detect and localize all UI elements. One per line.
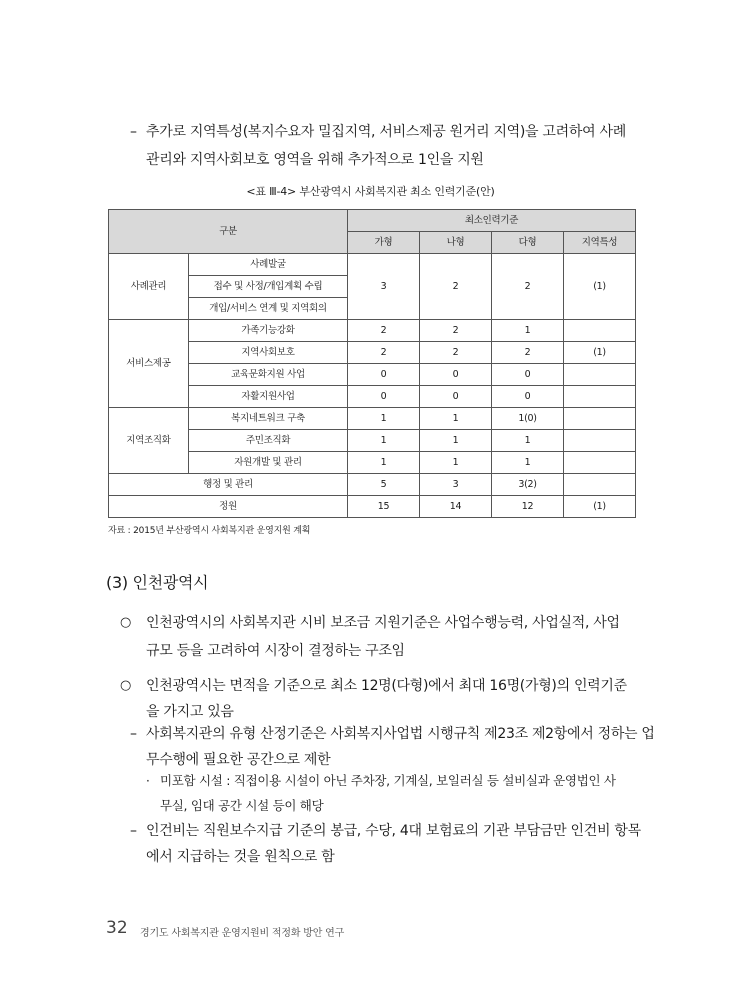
staffing-table	[108, 209, 636, 518]
table-row	[109, 254, 636, 276]
table-caption: <표 Ⅲ-4> 부산광역시 사회복지관 최소 인력기준(안)	[246, 185, 495, 198]
sub2-line-1: 인건비는 직원보수지급 기준의 봉급, 수당, 4대 보험료의 기관 부담금만 인건비 항목	[146, 823, 641, 839]
value-cell: (1)	[564, 254, 636, 320]
value-cell: 1	[492, 320, 564, 342]
dot-bullet: ·	[146, 774, 150, 788]
table-row	[109, 474, 636, 496]
table-source: 자료 : 2015년 부산광역시 사회복지관 운영지원 계획	[108, 526, 311, 536]
value-cell: 2	[492, 254, 564, 320]
value-cell: 0	[420, 386, 492, 408]
dash-bullet: –	[130, 726, 137, 742]
value-cell: 2	[348, 320, 420, 342]
item-label: 교육문화지원 사업	[189, 364, 348, 386]
value-cell: 0	[348, 364, 420, 386]
dash-bullet: –	[130, 823, 137, 839]
bullet1-line-1: 인천광역시의 사회복지관 시비 보조금 지원기준은 사업수행능력, 사업실적, 사업	[146, 615, 620, 631]
table-row	[109, 496, 636, 518]
value-cell: 3	[348, 254, 420, 320]
value-cell: 1(0)	[492, 408, 564, 430]
running-title: 경기도 사회복지관 운영지원비 적정화 방안 연구	[140, 928, 345, 939]
admin-label: 행정 및 관리	[109, 474, 348, 496]
value-cell: 2	[420, 342, 492, 364]
circle-bullet: ○	[120, 615, 132, 630]
dash-bullet: –	[130, 124, 137, 140]
header-col: 가형	[348, 232, 420, 254]
value-cell: 5	[348, 474, 420, 496]
value-cell: 3(2)	[492, 474, 564, 496]
item-label: 복지네트워크 구축	[189, 408, 348, 430]
table-row	[109, 386, 636, 408]
value-cell: 2	[420, 320, 492, 342]
bullet1-line-2: 규모 등을 고려하여 시장이 결정하는 구조임	[146, 643, 405, 659]
header-group: 최소인력기준	[348, 210, 636, 232]
value-cell: 1	[492, 430, 564, 452]
table-row	[109, 342, 636, 364]
item-label: 자원개발 및 관리	[189, 452, 348, 474]
group-label: 서비스제공	[109, 320, 189, 408]
item-label: 개입/서비스 연계 및 지역회의	[189, 298, 348, 320]
value-cell	[564, 386, 636, 408]
value-cell: 1	[348, 452, 420, 474]
value-cell: 2	[420, 254, 492, 320]
value-cell: 1	[420, 408, 492, 430]
table-row	[109, 320, 636, 342]
value-cell: 1	[420, 430, 492, 452]
value-cell: 1	[348, 408, 420, 430]
table-row	[109, 408, 636, 430]
item-label: 지역사회보호	[189, 342, 348, 364]
value-cell: 1	[420, 452, 492, 474]
sub2-line-2: 에서 지급하는 것을 원칙으로 함	[146, 849, 335, 865]
value-cell: 15	[348, 496, 420, 518]
item-label: 가족기능강화	[189, 320, 348, 342]
value-cell: (1)	[564, 342, 636, 364]
item-label: 주민조직화	[189, 430, 348, 452]
circle-bullet: ○	[120, 678, 132, 693]
group-label: 사례관리	[109, 254, 189, 320]
value-cell: 1	[492, 452, 564, 474]
value-cell	[564, 430, 636, 452]
sub1-line-1: 사회복지관의 유형 산정기준은 사회복지사업법 시행규칙 제23조 제2항에서 정하는 업	[146, 726, 655, 742]
total-label: 정원	[109, 496, 348, 518]
bullet2-line-1: 인천광역시는 면적을 기준으로 최소 12명(다형)에서 최대 16명(가형)의 인력기준	[146, 678, 627, 694]
value-cell: 2	[492, 342, 564, 364]
bullet2-line-2: 을 가지고 있음	[146, 704, 234, 720]
intro-line-2: 관리와 지역사회보호 영역을 위해 추가적으로 1인을 지원	[146, 152, 484, 168]
value-cell: 0	[492, 364, 564, 386]
item-label: 자활지원사업	[189, 386, 348, 408]
value-cell: 14	[420, 496, 492, 518]
value-cell	[564, 364, 636, 386]
value-cell	[564, 474, 636, 496]
page-number: 32	[106, 918, 128, 938]
intro-line-1: 추가로 지역특성(복지수요자 밀집지역, 서비스제공 원거리 지역)을 고려하여 사례	[146, 124, 626, 140]
group-label: 지역조직화	[109, 408, 189, 474]
item-label: 접수 및 사정/개입계획 수립	[189, 276, 348, 298]
header-col: 지역특성	[564, 232, 636, 254]
value-cell: 0	[492, 386, 564, 408]
value-cell	[564, 320, 636, 342]
value-cell: 1	[348, 430, 420, 452]
value-cell: 3	[420, 474, 492, 496]
value-cell	[564, 452, 636, 474]
value-cell	[564, 408, 636, 430]
section-heading: (3) 인천광역시	[106, 573, 209, 592]
header-col: 나형	[420, 232, 492, 254]
value-cell: 12	[492, 496, 564, 518]
value-cell: (1)	[564, 496, 636, 518]
item-label: 사례발굴	[189, 254, 348, 276]
header-category: 구분	[109, 210, 348, 254]
subsub1-line-1: 미포함 시설 : 직접이용 시설이 아닌 주차장, 기계실, 보일러실 등 설비실과 운영법인 사	[160, 773, 616, 788]
table-row	[109, 364, 636, 386]
subsub1-line-2: 무실, 임대 공간 시설 등이 해당	[160, 798, 324, 813]
value-cell: 0	[420, 364, 492, 386]
value-cell: 0	[348, 386, 420, 408]
table-row	[109, 452, 636, 474]
value-cell: 2	[348, 342, 420, 364]
sub1-line-2: 무수행에 필요한 공간으로 제한	[146, 752, 331, 768]
table-row	[109, 430, 636, 452]
header-col: 다형	[492, 232, 564, 254]
table-header-row	[109, 210, 636, 232]
